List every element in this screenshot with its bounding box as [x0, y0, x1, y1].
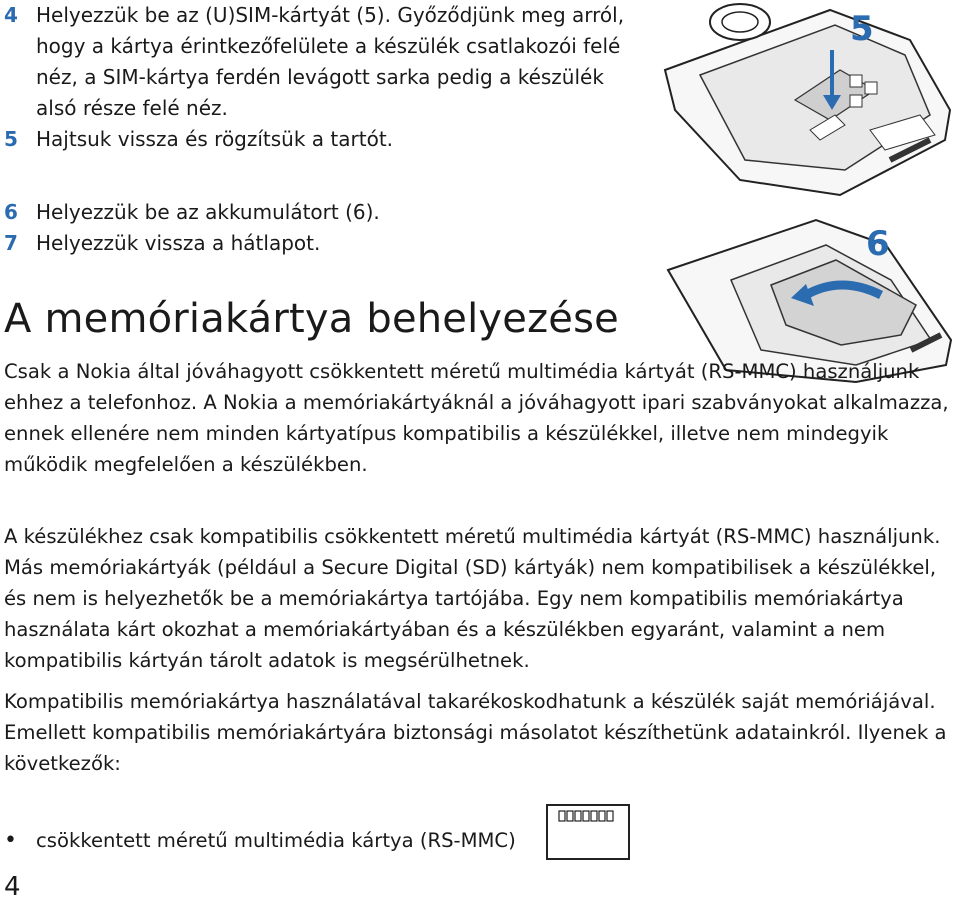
steps-list-bottom: [4, 197, 644, 259]
step-number: 4: [4, 3, 18, 27]
bullet-symbol: •: [4, 828, 17, 853]
step-item: [4, 0, 644, 124]
step-item: [4, 124, 644, 155]
bullet-text: csökkentett méretű multimédia kártya (RS-MMC): [36, 829, 516, 852]
paragraph: A készülékhez csak kompatibilis csökkentett méretű multimédia kártyát (RS-MMC) használjunk. Más memóriakártyák (például a Secure Digital (SD) kártyák) nem kompatibilisek a készülékkel, és nem is helyezhetők be a memóriakártya tartójába. Egy nem kompatibilis memóriakártya használata kárt okozhat a memóriakártyában és a készülékben egyaránt, valamint a nem kompatibilis kártyán tárolt adatok is megsérülhetnek.: [4, 525, 941, 672]
paragraph: Kompatibilis memóriakártya használatával takarékoskodhatunk a készülék saját memóriájával. Emellett kompatibilis memóriakártyára biztonsági másolatot készíthetünk adatainkról. Ilyenek a következők:: [4, 690, 947, 775]
step-text: Helyezzük vissza a hátlapot.: [36, 231, 321, 255]
rs-mmc-card-icon: [545, 803, 631, 861]
bullet-item: [4, 825, 516, 856]
step-text: Helyezzük be az (U)SIM-kártyát (5). Győződjünk meg arról, hogy a kártya érintkezőfelülete a készülék csatlakozói felé néz, a SIM-kártya ferdén levágott sarka pedig a készülék alsó része felé néz.: [36, 3, 625, 120]
section-heading: A memóriakártya behelyezése: [4, 296, 619, 342]
figure-label-6: 6: [866, 224, 890, 264]
figure-label-5: 5: [850, 9, 874, 49]
step-number: 5: [4, 127, 18, 151]
step-number: 7: [4, 231, 18, 255]
step-item: [4, 197, 644, 228]
page-number: 4: [4, 872, 21, 902]
step-number: 6: [4, 200, 18, 224]
paragraph: Csak a Nokia által jóváhagyott csökkentett méretű multimédia kártyát (RS-MMC) használjunk ehhez a telefonhoz. A Nokia a memóriakártyáknál a jóváhagyott ipari szabványokat alkalmazza, ennek ellenére nem minden kártyatípus kompatibilis a készülékkel, illetve nem mindegyik működik megfelelően a készülékben.: [4, 360, 949, 476]
step-text: Hajtsuk vissza és rögzítsük a tartót.: [36, 127, 394, 151]
sim-insertion-illustration: [660, 0, 958, 200]
step-item: [4, 228, 644, 259]
steps-list-top: [4, 0, 644, 155]
step-text: Helyezzük be az akkumulátort (6).: [36, 200, 380, 224]
